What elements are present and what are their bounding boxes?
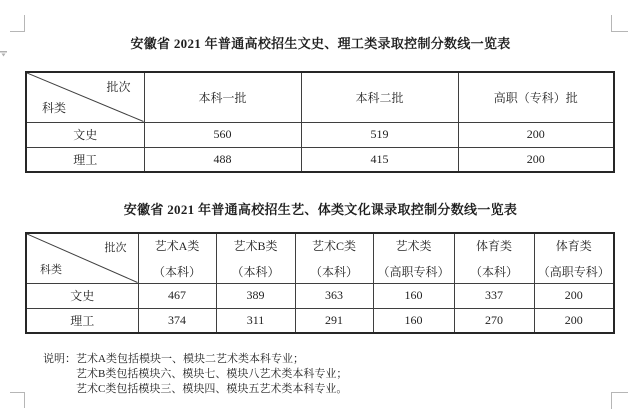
note-line [43, 352, 347, 367]
table1-row-ligong [26, 147, 614, 172]
score-cell: 389 [216, 283, 295, 308]
table1-col-header: 本科一批 [144, 72, 301, 122]
crop-mark-bottom-right [611, 392, 628, 409]
row-label: 文史 [26, 283, 138, 308]
table1-header-row [26, 72, 614, 122]
score-cell: 200 [458, 122, 614, 147]
table1-row-wenshi [26, 122, 614, 147]
score-cell: 374 [138, 308, 216, 333]
table2-header-row [26, 233, 614, 283]
note-text: 艺术A类包括模块一、模块二艺术类本科专业； [76, 353, 304, 365]
note-prefix: 说明： [43, 353, 76, 365]
table2-row-wenshi [26, 283, 614, 308]
table1-col-header: 高职（专科）批 [458, 72, 614, 122]
table2-col-header [454, 233, 534, 283]
col-header-name: 艺术B类 [233, 238, 278, 253]
note-line: 艺术C类包括模块三、模块四、模块五艺术类本科专业。 [76, 383, 348, 395]
table2-row-ligong [26, 308, 614, 333]
score-table-yi-ti [25, 232, 615, 334]
score-cell: 291 [295, 308, 373, 333]
row-label: 文史 [26, 122, 144, 147]
score-cell: 519 [301, 122, 458, 147]
table2-col-header [138, 233, 216, 283]
table1-corner-category-label: 科类 [42, 100, 67, 115]
table2-col-header [373, 233, 454, 283]
table2-diagonal-header-cell [26, 233, 138, 283]
note-line: 艺术B类包括模块六、模块七、模块八艺术类本科专业； [76, 368, 348, 380]
table2-col-header [216, 233, 295, 283]
score-cell: 200 [458, 147, 614, 172]
col-header-sub: （高职专科） [537, 264, 610, 279]
col-header-name: 体育类 [555, 238, 592, 253]
score-cell: 337 [454, 283, 534, 308]
score-cell: 311 [216, 308, 295, 333]
score-cell: 270 [454, 308, 534, 333]
col-header-sub: （本科） [231, 264, 280, 279]
row-label: 理工 [26, 147, 144, 172]
col-header-sub: （高职专科） [377, 264, 450, 279]
table1-col-header: 本科二批 [301, 72, 458, 122]
col-header-sub: （本科） [309, 264, 358, 279]
table1-title: 安徽省 2021 年普通高校招生文史、理工类录取控制分数线一览表 [130, 36, 511, 51]
score-cell: 200 [534, 308, 614, 333]
table2-corner-category-label: 科类 [40, 263, 62, 276]
score-cell: 560 [144, 122, 301, 147]
score-table-wenshi-ligong [25, 71, 615, 173]
col-header-name: 艺术C类 [311, 238, 356, 253]
col-header-name: 艺术A类 [154, 238, 200, 253]
crop-mark-top-right [611, 15, 628, 32]
score-cell: 160 [373, 283, 454, 308]
score-cell: 200 [534, 283, 614, 308]
table1-diagonal-header-cell [26, 72, 144, 122]
crop-mark-bottom-left [10, 392, 25, 408]
score-cell: 467 [138, 283, 216, 308]
col-header-name: 艺术类 [395, 238, 432, 253]
table1-corner-batch-label: 批次 [106, 80, 131, 94]
col-header-name: 体育类 [475, 238, 512, 253]
table2-col-header [295, 233, 373, 283]
score-cell: 415 [301, 147, 458, 172]
row-label: 理工 [26, 308, 138, 333]
table2-corner-batch-label: 批次 [104, 242, 127, 254]
notes-block [43, 352, 347, 397]
crop-mark-top-left [10, 15, 25, 32]
col-header-sub: （本科） [152, 264, 201, 279]
score-cell: 363 [295, 283, 373, 308]
col-header-sub: （本科） [469, 264, 518, 279]
score-cell: 488 [144, 147, 301, 172]
table2-title: 安徽省 2021 年普通高校招生艺、体类文化课录取控制分数线一览表 [123, 202, 518, 217]
score-cell: 160 [373, 308, 454, 333]
table2-col-header [534, 233, 614, 283]
